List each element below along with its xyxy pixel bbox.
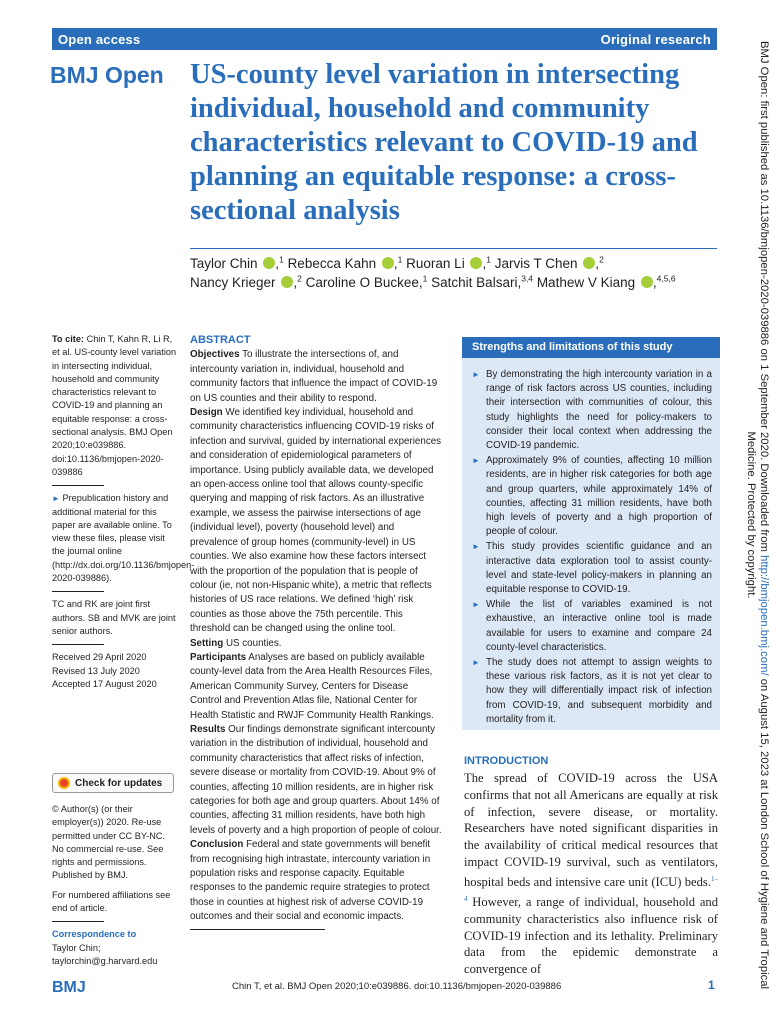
page-number: 1 — [708, 978, 715, 992]
abstract-section-label: Design — [190, 407, 223, 419]
list-item: ► While the list of variables examined is not exhaustive, an interactive online tool is made available for users to examine and compare 24 county-level characteristics. — [472, 598, 712, 655]
check-for-updates-button[interactable] — [52, 773, 174, 793]
joint-authors-note: TC and RK are joint first authors. SB and MVK are joint senior authors. — [52, 599, 176, 636]
article-title: US-county level variation in intersecting individual, household and community characteristics relevant to COVID-19 and planning an equitable response: a cross-sectional analysis — [190, 59, 698, 226]
author-name: Taylor Chin — [190, 256, 258, 271]
sidebar — [52, 333, 195, 691]
abstract-section — [190, 348, 442, 406]
prepub-link[interactable]: Prepublication history and additional material for this paper are available online. To view these files, please visit the journal online (http://dx.doi.org/10.1136/bmjopen-2020-039886). — [52, 493, 195, 584]
top-banner — [52, 28, 717, 50]
prepub-note — [52, 492, 195, 585]
received-date: Received 29 April 2020 — [52, 652, 147, 663]
orcid-icon[interactable] — [470, 257, 482, 269]
author-name: Mathew V Kiang — [536, 275, 636, 290]
download-text-a: BMJ Open: first published as 10.1136/bmjopen-2020-039886 on 1 September 2020. Downloaded from — [758, 40, 770, 556]
correspondence-heading: Correspondence to — [52, 929, 137, 940]
correspondence-email[interactable]: taylorchin@g.harvard.edu — [52, 955, 158, 966]
author-list — [190, 254, 720, 292]
revised-date: Revised 13 July 2020 — [52, 665, 140, 676]
abstract-section — [190, 723, 442, 838]
introduction — [464, 755, 718, 978]
journal-logo: BMJ Open — [50, 62, 164, 88]
abstract-section — [190, 838, 442, 924]
abstract-heading: ABSTRACT — [190, 334, 251, 346]
abstract-section-text: To illustrate the intersections of, and intercounty variation in, individual, household and community factors that influence the impact of COVID-19 on US counties and their ability to respond. — [190, 349, 438, 404]
affiliation-number: 4,5,6 — [656, 273, 676, 284]
abstract-section-text: Federal and state governments will benefit from recognising high intrastate, intercounty variation in population risks and response capacity. Equitable responses to the pandemic require strategies to protect those in counties at highest risk of adverse COVID-19 outcomes and their social and economic impacts. — [190, 839, 431, 923]
list-item: ► The study does not attempt to assign weights to these various risk factors, as it is not yet clear to how they will differentially impact risk of infection from COVID-19, and subsequent morbidity and mortality from it. — [472, 656, 712, 727]
affiliation-number: 3,4 — [521, 273, 534, 284]
abstract-section — [190, 406, 442, 637]
author: Ruoran Li ,$^1$ — [406, 254, 491, 271]
author: Mathew V Kiang ,$^{4,5,6}$ — [536, 273, 676, 290]
cite-block — [52, 333, 177, 479]
orcid-icon[interactable] — [263, 257, 275, 269]
abstract-section-label: Setting — [190, 637, 224, 649]
author: Nancy Krieger ,$^2$ — [190, 273, 302, 290]
affiliation-number: 1 — [397, 254, 403, 265]
sidebar-lower — [52, 803, 177, 968]
list-item: ► This study provides scientific guidance and an interactive data exploration tool to assist county-level and state-level policy-makers in planning an equitable response to COVID-19. — [472, 540, 712, 597]
abstract-section-label: Participants — [190, 651, 247, 663]
footer-citation: Chin T, et al. BMJ Open 2020;10:e039886. doi:10.1136/bmjopen-2020-039886 — [232, 981, 562, 992]
footer-logo: BMJ — [52, 979, 86, 996]
divider — [52, 591, 104, 592]
author: Satchit Balsari,$^{3,4}$ — [431, 273, 534, 290]
list-item: ► By demonstrating the high intercounty variation in a range of risk factors across US counties, including their intersection with communities of colour, this study highlights the need for policy-makers to consider their local context when addressing the COVID-19 pandemic. — [472, 368, 712, 453]
journal-link[interactable]: http://bmjopen.bmj.com/ — [758, 555, 770, 676]
abstract-section-label: Objectives — [190, 349, 240, 361]
author-name: Jarvis T Chen — [494, 256, 578, 271]
author: Jarvis T Chen ,$^2$ — [494, 254, 604, 271]
strengths-limitations-box — [462, 337, 720, 730]
download-text-b: on August 15, 2023 at London School of Hygiene and Tropical — [758, 675, 770, 990]
orcid-icon[interactable] — [641, 276, 653, 288]
abstract-section-label: Results — [190, 723, 226, 735]
reference-link[interactable]: 1–4 — [464, 874, 718, 903]
affiliation-number: 2 — [297, 273, 302, 284]
author-name: Ruoran Li — [406, 256, 465, 271]
crossmark-icon — [58, 777, 70, 789]
affiliations-note: For numbered affiliations see end of article. — [52, 889, 171, 914]
abstract-end-rule — [190, 929, 325, 930]
orcid-icon[interactable] — [382, 257, 394, 269]
author: Caroline O Buckee,$^1$ — [305, 273, 428, 290]
open-access-label: Open access — [58, 31, 141, 47]
cite-text: Chin T, Kahn R, Li R, et al. US-county level variation in intersecting individual, household and community characteristics relevant to COVID-19 and planning an equitable response: a cross-sectional analysis. BMJ Open 2020;10:e039886. doi:10.1136/bmjopen-2020-039886 — [52, 334, 177, 477]
list-item: ► Approximately 9% of counties, affecting 10 million residents, are in higher risk categories for both age and group quarters, while approximately 14% of counties, affecting 31 million residents, have both high levels of poverty and a high proportion of people of colour. — [472, 454, 712, 539]
author-name: Rebecca Kahn — [287, 256, 377, 271]
author-name: Nancy Krieger — [190, 275, 276, 290]
copyright-notice: Medicine. Protected by copyright. — [745, 431, 757, 599]
author: Taylor Chin ,$^1$ — [190, 254, 284, 271]
strengths-heading: Strengths and limitations of this study — [462, 337, 720, 358]
check-updates-label: Check for updates — [75, 777, 163, 789]
introduction-paragraph — [464, 770, 718, 978]
abstract-section-text: Our findings demonstrate significant intercounty variation in the distribution of individual, household and community characteristics that affect risks of infection, severe disease or mortality from COVID-19. About 9% of counties, affecting 10 million residents, are in higher risk categories for both age and group quarters. About 14% of counties, affecting 31 million residents, have both high levels of poverty and a high proportion of people of colour. — [190, 723, 442, 836]
affiliation-number: 1 — [486, 254, 491, 265]
article-type-label: Original research — [600, 31, 711, 47]
title-divider — [190, 248, 717, 249]
intro-text-a: The spread of COVID-19 across the USA confirms that not all Americans are equally at risk of infection, severe disease, or mortality. Researchers have noted significant disparities in the availability of critical medical resources that impact COVID-19 survival, such as ventilators, hospital beds and intensive care unit (ICU) beds. — [464, 771, 718, 889]
introduction-heading: INTRODUCTION — [464, 755, 549, 767]
divider — [52, 644, 104, 645]
abstract — [190, 333, 442, 930]
copyright-note: © Author(s) (or their employer(s)) 2020. Re-use permitted under CC BY-NC. No commercial re-use. See rights and permissions. Published by BMJ. — [52, 804, 166, 881]
divider — [52, 485, 104, 486]
strengths-list — [462, 358, 720, 727]
abstract-section — [190, 651, 442, 723]
author-name: Caroline O Buckee — [305, 275, 419, 290]
author: Rebecca Kahn ,$^1$ — [287, 254, 403, 271]
correspondence-name: Taylor Chin; — [52, 942, 101, 953]
abstract-section-label: Conclusion — [190, 839, 244, 851]
orcid-icon[interactable] — [281, 276, 293, 288]
affiliation-number: 1 — [422, 273, 428, 284]
abstract-section-text: Analyses are based on publicly available county-level data from the Area Health Resources Files, American Community Survey, Centers for Disease Control and Prevention Atlas file, National Center for Health Statistic and RWJF Community Health Rankings. — [190, 651, 434, 721]
orcid-icon[interactable] — [583, 257, 595, 269]
download-notice — [742, 20, 770, 1010]
abstract-section-text: US counties. — [225, 637, 282, 649]
author-name: Satchit Balsari — [431, 275, 518, 290]
intro-text-b: However, a range of individual, household and community characteristics also influence risk of COVID-19 infection and its lethality. Preliminary data from the epidemic demonstrate a convergence of — [464, 894, 718, 977]
affiliation-number: 2 — [599, 254, 604, 265]
cite-label: To cite: — [52, 334, 84, 344]
abstract-section-text: We identified key individual, household and community characteristics influencing COVID-19 risks of infection and survival, guided by international experiences and consideration of epidemiological parameters of importance. Using publicly available data, we developed an open-access online tool that allows county-specific querying and mapping of risk factors. As an illustrative example, we assess the pairwise intersections of age (individual level), poverty (household level) and prevalence of group homes (community-level) in US counties. We also examine how these factors intersect with the proportion of the population that is people of colour (ie, not non-Hispanic white), a metric that reflects histories of US race relations. We defined ‘high’ risk counties as those above the 75th percentile. This threshold can be changed using the online tool. — [190, 407, 442, 635]
affiliation-number: 1 — [279, 254, 284, 265]
accepted-date: Accepted 17 August 2020 — [52, 678, 157, 689]
abstract-section — [190, 637, 442, 651]
divider — [52, 921, 104, 922]
triangle-icon: ► — [52, 494, 60, 504]
